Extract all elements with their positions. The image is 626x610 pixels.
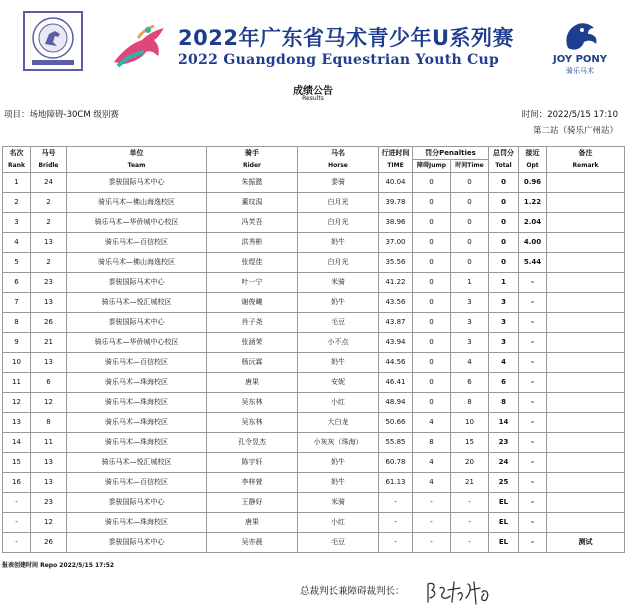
remark-cell — [547, 393, 625, 413]
horse-cell: 奶牛 — [298, 473, 379, 493]
col-horse-cn: 马名 — [298, 147, 379, 160]
bridle-cell: 24 — [31, 173, 67, 193]
bridle-cell: 26 — [31, 313, 67, 333]
remark-cell — [547, 373, 625, 393]
total-cell: 8 — [489, 393, 519, 413]
horse-cell: 小灰灰（珠海） — [298, 433, 379, 453]
time-cell: 48.94 — [379, 393, 413, 413]
rider-cell: 唐果 — [207, 513, 298, 533]
remark-cell — [547, 453, 625, 473]
jump-penalty-cell: 0 — [413, 373, 451, 393]
rider-cell: 孔令昱杰 — [207, 433, 298, 453]
rider-cell: 谢俊曦 — [207, 293, 298, 313]
team-cell: 骑乐马术—佛山海逸校区 — [67, 193, 207, 213]
rider-cell: 吴东林 — [207, 413, 298, 433]
horse-cell: 白月光 — [298, 213, 379, 233]
col-total-cn: 总罚分 — [489, 147, 519, 160]
table-row — [3, 173, 625, 193]
bridle-cell: 26 — [31, 533, 67, 553]
table-row — [3, 213, 625, 233]
rider-cell: 唐果 — [207, 373, 298, 393]
bridle-cell: 11 — [31, 433, 67, 453]
time-cell: 41.22 — [379, 273, 413, 293]
notice-title-en: Results — [302, 95, 324, 102]
total-cell: 0 — [489, 173, 519, 193]
time-penalty-cell: 21 — [451, 473, 489, 493]
rider-cell: 张煜佳 — [207, 253, 298, 273]
col-horse-en: Horse — [298, 160, 379, 173]
time-penalty-cell: - — [451, 533, 489, 553]
time-penalty-cell: 15 — [451, 433, 489, 453]
event-name: 项目：场地障碍-30CM 级别赛 — [4, 110, 119, 120]
remark-cell — [547, 473, 625, 493]
rank-cell: 2 — [3, 193, 31, 213]
bridle-cell: 23 — [31, 493, 67, 513]
rank-cell: 10 — [3, 353, 31, 373]
bridle-cell: 12 — [31, 393, 67, 413]
remark-cell — [547, 233, 625, 253]
time-cell: 61.13 — [379, 473, 413, 493]
title-cn: 2022年广东省马术青少年U系列赛 — [178, 26, 514, 50]
rank-cell: 15 — [3, 453, 31, 473]
col-remark-en: Remark — [547, 160, 625, 173]
team-cell: 骑乐马术—珠海校区 — [67, 433, 207, 453]
opt-cell: - — [519, 293, 547, 313]
time-cell: 44.56 — [379, 353, 413, 373]
time-cell: 43.94 — [379, 333, 413, 353]
horse-cell: 米骑 — [298, 273, 379, 293]
results-table — [2, 146, 625, 553]
col-rider-cn: 骑手 — [207, 147, 298, 160]
sponsor-name-cn: 骑乐马术 — [566, 67, 594, 75]
rank-cell: 12 — [3, 393, 31, 413]
time-cell: - — [379, 533, 413, 553]
team-cell: 骑乐马术—悦汇城校区 — [67, 453, 207, 473]
horse-cell: 毛豆 — [298, 313, 379, 333]
bridle-cell: 2 — [31, 213, 67, 233]
opt-cell: - — [519, 353, 547, 373]
rank-cell: - — [3, 513, 31, 533]
total-cell: EL — [489, 533, 519, 553]
jump-penalty-cell: 4 — [413, 413, 451, 433]
team-cell: 骑乐马术—悦汇城校区 — [67, 293, 207, 313]
time-cell: - — [379, 493, 413, 513]
time-penalty-cell: 0 — [451, 253, 489, 273]
jump-penalty-cell: 0 — [413, 293, 451, 313]
horse-cell: 奶牛 — [298, 233, 379, 253]
rank-cell: 8 — [3, 313, 31, 333]
rank-cell: 14 — [3, 433, 31, 453]
opt-cell: 4.00 — [519, 233, 547, 253]
remark-cell — [547, 293, 625, 313]
time-penalty-cell: 4 — [451, 353, 489, 373]
time-penalty-cell: 10 — [451, 413, 489, 433]
bridle-cell: 12 — [31, 513, 67, 533]
team-cell: 黍骏国际马术中心 — [67, 313, 207, 333]
bridle-cell: 13 — [31, 473, 67, 493]
team-cell: 骑乐马术—百信校区 — [67, 473, 207, 493]
remark-cell — [547, 273, 625, 293]
col-rank-en: Rank — [3, 160, 31, 173]
opt-cell: - — [519, 513, 547, 533]
total-cell: 6 — [489, 373, 519, 393]
table-row — [3, 253, 625, 273]
bridle-cell: 8 — [31, 413, 67, 433]
total-cell: EL — [489, 493, 519, 513]
time-cell: 60.78 — [379, 453, 413, 473]
col-time-en: TIME — [379, 160, 413, 173]
chief-judge-label: 总裁判长兼障碍裁判长： — [300, 586, 405, 597]
team-cell: 骑乐马术—珠海校区 — [67, 413, 207, 433]
bridle-cell: 2 — [31, 253, 67, 273]
horse-cell: 大白龙 — [298, 413, 379, 433]
rider-cell: 董玟潟 — [207, 193, 298, 213]
total-cell: 3 — [489, 293, 519, 313]
horse-cell: 白月光 — [298, 253, 379, 273]
rank-cell: - — [3, 493, 31, 513]
col-rider-en: Rider — [207, 160, 298, 173]
opt-cell: - — [519, 313, 547, 333]
opt-cell: - — [519, 373, 547, 393]
rider-cell: 吴东林 — [207, 393, 298, 413]
rank-cell: 7 — [3, 293, 31, 313]
rider-cell: 洪秀彬 — [207, 233, 298, 253]
team-cell: 黍骏国际马术中心 — [67, 173, 207, 193]
time-cell: 38.96 — [379, 213, 413, 233]
table-row — [3, 453, 625, 473]
event-time: 时间：2022/5/15 17:10 — [521, 110, 618, 120]
rider-cell: 叶一宁 — [207, 273, 298, 293]
opt-cell: - — [519, 433, 547, 453]
rank-cell: 4 — [3, 233, 31, 253]
horse-cell: 奶牛 — [298, 453, 379, 473]
jump-penalty-cell: 0 — [413, 353, 451, 373]
horse-cell: 小不点 — [298, 333, 379, 353]
rider-cell: 张涵茉 — [207, 333, 298, 353]
team-cell: 骑乐马术—华侨城中心校区 — [67, 213, 207, 233]
time-penalty-cell: 6 — [451, 373, 489, 393]
association-emblem-icon — [22, 10, 84, 72]
time-cell: 37.00 — [379, 233, 413, 253]
team-cell: 黍骏国际马术中心 — [67, 493, 207, 513]
bridle-cell: 2 — [31, 193, 67, 213]
jump-penalty-cell: 0 — [413, 313, 451, 333]
total-cell: 3 — [489, 333, 519, 353]
total-cell: 4 — [489, 353, 519, 373]
team-cell: 骑乐马术—珠海校区 — [67, 513, 207, 533]
total-cell: 0 — [489, 253, 519, 273]
col-time-cn: 行进时间 — [379, 147, 413, 160]
total-cell: 1 — [489, 273, 519, 293]
table-row — [3, 273, 625, 293]
report-created-time: 报表创建时间 Repo 2022/5/15 17:52 — [2, 562, 115, 569]
col-jump-penalty: 障碍Jump — [413, 160, 451, 173]
bridle-cell: 13 — [31, 353, 67, 373]
time-penalty-cell: 1 — [451, 273, 489, 293]
opt-cell: - — [519, 533, 547, 553]
horse-cell: 小红 — [298, 393, 379, 413]
jump-penalty-cell: 8 — [413, 433, 451, 453]
col-team-en: Team — [67, 160, 207, 173]
notice-title-cn: 成绩公告 — [293, 86, 333, 97]
table-row — [3, 333, 625, 353]
rider-cell: 王静好 — [207, 493, 298, 513]
team-cell: 黍骏国际马术中心 — [67, 273, 207, 293]
opt-cell: - — [519, 473, 547, 493]
bridle-cell: 13 — [31, 293, 67, 313]
horse-cell: 黍骑 — [298, 173, 379, 193]
jump-penalty-cell: 0 — [413, 333, 451, 353]
table-row — [3, 473, 625, 493]
opt-cell: 0.96 — [519, 173, 547, 193]
time-penalty-cell: 3 — [451, 313, 489, 333]
time-cell: 43.56 — [379, 293, 413, 313]
table-row — [3, 393, 625, 413]
col-time-penalty: 时间Time — [451, 160, 489, 173]
time-penalty-cell: 8 — [451, 393, 489, 413]
event-stage: 第二站（骑乐广州站） — [532, 126, 618, 136]
table-row — [3, 433, 625, 453]
total-cell: 0 — [489, 213, 519, 233]
horse-cell: 小红 — [298, 513, 379, 533]
horse-cell: 安妮 — [298, 373, 379, 393]
bridle-cell: 23 — [31, 273, 67, 293]
rank-cell: - — [3, 533, 31, 553]
rider-cell: 陈宇轩 — [207, 453, 298, 473]
jump-penalty-cell: - — [413, 513, 451, 533]
rider-cell: 冯芙吾 — [207, 213, 298, 233]
remark-cell — [547, 493, 625, 513]
time-cell: 40.04 — [379, 173, 413, 193]
table-row — [3, 533, 625, 553]
rank-cell: 16 — [3, 473, 31, 493]
opt-cell: - — [519, 333, 547, 353]
time-cell: 50.66 — [379, 413, 413, 433]
bridle-cell: 13 — [31, 233, 67, 253]
rider-cell: 杨沅霖 — [207, 353, 298, 373]
opt-cell: 2.04 — [519, 213, 547, 233]
judge-signature-icon — [424, 576, 494, 606]
col-bridle-en: Bridle — [31, 160, 67, 173]
rider-cell: 吴亦晨 — [207, 533, 298, 553]
team-cell: 骑乐马术—百信校区 — [67, 353, 207, 373]
rider-cell: 肖子尧 — [207, 313, 298, 333]
horse-cell: 白月光 — [298, 193, 379, 213]
table-row — [3, 233, 625, 253]
time-penalty-cell: 0 — [451, 233, 489, 253]
time-cell: 46.41 — [379, 373, 413, 393]
col-total-en: Total — [489, 160, 519, 173]
team-cell: 骑乐马术—华侨城中心校区 — [67, 333, 207, 353]
remark-cell — [547, 413, 625, 433]
remark-cell — [547, 193, 625, 213]
table-row — [3, 493, 625, 513]
total-cell: EL — [489, 513, 519, 533]
rank-cell: 1 — [3, 173, 31, 193]
opt-cell: 1.22 — [519, 193, 547, 213]
opt-cell: - — [519, 393, 547, 413]
rank-cell: 6 — [3, 273, 31, 293]
table-row — [3, 513, 625, 533]
team-cell: 骑乐马术—佛山海逸校区 — [67, 253, 207, 273]
remark-cell: 测试 — [547, 533, 625, 553]
total-cell: 0 — [489, 193, 519, 213]
jump-penalty-cell: 0 — [413, 253, 451, 273]
total-cell: 25 — [489, 473, 519, 493]
table-row — [3, 193, 625, 213]
remark-cell — [547, 213, 625, 233]
opt-cell: - — [519, 273, 547, 293]
jump-penalty-cell: 0 — [413, 193, 451, 213]
team-cell: 骑乐马术—珠海校区 — [67, 393, 207, 413]
header — [0, 0, 626, 80]
jump-penalty-cell: 0 — [413, 233, 451, 253]
rank-cell: 3 — [3, 213, 31, 233]
opt-cell: - — [519, 493, 547, 513]
jump-penalty-cell: 0 — [413, 273, 451, 293]
table-row — [3, 353, 625, 373]
jumping-horse-icon — [108, 22, 172, 72]
time-penalty-cell: 3 — [451, 333, 489, 353]
time-penalty-cell: 0 — [451, 213, 489, 233]
total-cell: 24 — [489, 453, 519, 473]
table-row — [3, 313, 625, 333]
total-cell: 14 — [489, 413, 519, 433]
time-penalty-cell: - — [451, 513, 489, 533]
jump-penalty-cell: 4 — [413, 473, 451, 493]
bridle-cell: 21 — [31, 333, 67, 353]
rank-cell: 5 — [3, 253, 31, 273]
col-rank-cn: 名次 — [3, 147, 31, 160]
time-penalty-cell: 0 — [451, 193, 489, 213]
sponsor-name-en: JOY PONY — [552, 54, 608, 65]
jump-penalty-cell: 4 — [413, 453, 451, 473]
rider-cell: 李梓萱 — [207, 473, 298, 493]
joy-pony-logo-icon — [550, 18, 610, 54]
rank-cell: 13 — [3, 413, 31, 433]
jump-penalty-cell: 0 — [413, 213, 451, 233]
time-cell: 55.85 — [379, 433, 413, 453]
team-cell: 黍骏国际马术中心 — [67, 533, 207, 553]
rank-cell: 11 — [3, 373, 31, 393]
remark-cell — [547, 353, 625, 373]
jump-penalty-cell: 0 — [413, 393, 451, 413]
col-opt-cn: 接近 — [519, 147, 547, 160]
remark-cell — [547, 513, 625, 533]
remark-cell — [547, 333, 625, 353]
jump-penalty-cell: 0 — [413, 173, 451, 193]
opt-cell: - — [519, 413, 547, 433]
rider-cell: 朱振懿 — [207, 173, 298, 193]
total-cell: 23 — [489, 433, 519, 453]
bridle-cell: 6 — [31, 373, 67, 393]
col-remark-cn: 备注 — [547, 147, 625, 160]
table-row — [3, 293, 625, 313]
remark-cell — [547, 253, 625, 273]
horse-cell: 奶牛 — [298, 293, 379, 313]
jump-penalty-cell: - — [413, 493, 451, 513]
remark-cell — [547, 173, 625, 193]
remark-cell — [547, 433, 625, 453]
total-cell: 0 — [489, 233, 519, 253]
table-row — [3, 373, 625, 393]
time-penalty-cell: 20 — [451, 453, 489, 473]
col-opt-en: Opt — [519, 160, 547, 173]
col-penalty-cn: 罚分Penalties — [413, 147, 489, 160]
time-penalty-cell: 0 — [451, 173, 489, 193]
col-team-cn: 单位 — [67, 147, 207, 160]
time-cell: 43.87 — [379, 313, 413, 333]
time-cell: 35.56 — [379, 253, 413, 273]
time-penalty-cell: - — [451, 493, 489, 513]
col-bridle-cn: 马号 — [31, 147, 67, 160]
time-cell: - — [379, 513, 413, 533]
opt-cell: 5.44 — [519, 253, 547, 273]
remark-cell — [547, 313, 625, 333]
opt-cell: - — [519, 453, 547, 473]
total-cell: 3 — [489, 313, 519, 333]
time-penalty-cell: 3 — [451, 293, 489, 313]
team-cell: 骑乐马术—百信校区 — [67, 233, 207, 253]
results-body — [3, 173, 625, 553]
title-en: 2022 Guangdong Equestrian Youth Cup — [178, 52, 500, 68]
horse-cell: 米骑 — [298, 493, 379, 513]
team-cell: 骑乐马术—珠海校区 — [67, 373, 207, 393]
table-row — [3, 413, 625, 433]
rank-cell: 9 — [3, 333, 31, 353]
time-cell: 39.78 — [379, 193, 413, 213]
bridle-cell: 13 — [31, 453, 67, 473]
jump-penalty-cell: - — [413, 533, 451, 553]
horse-cell: 奶牛 — [298, 353, 379, 373]
horse-cell: 毛豆 — [298, 533, 379, 553]
